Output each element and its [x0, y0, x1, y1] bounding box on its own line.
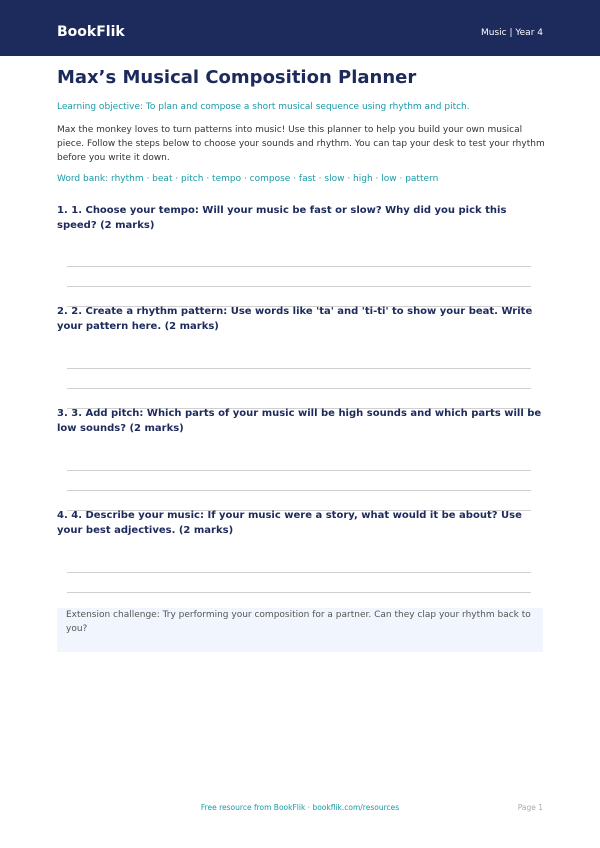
answer-line[interactable] — [67, 490, 531, 491]
question-3 — [57, 406, 543, 436]
extension-text: Extension challenge: Try performing your composition for a partner. Can they clap your rhythm back to you? — [66, 610, 531, 634]
footer-link[interactable]: Free resource from BookFlik · bookflik.com/resources — [200, 803, 400, 812]
learning-objective: Learning objective: To plan and compose a short musical sequence using rhythm and pitch. — [57, 102, 470, 112]
answer-line[interactable] — [67, 286, 531, 287]
page-number: Page 1 — [517, 803, 543, 812]
brand-logo[interactable]: BookFlik — [57, 24, 125, 40]
question-4 — [57, 508, 543, 538]
answer-line[interactable] — [67, 572, 531, 573]
header-bar — [0, 0, 600, 56]
intro-text: Max the monkey loves to turn patterns into music! Use this planner to help you build your own musical piece. Follow the steps below to choose your sounds and rhythm. You can tap your desk to test your rhythm before you write it down. — [57, 125, 545, 163]
question-1-text: 1. 1. Choose your tempo: Will your music be fast or slow? Why did you pick this speed? (2 marks) — [57, 205, 507, 231]
answer-line[interactable] — [67, 470, 531, 471]
question-4-text: 4. 4. Describe your music: If your music were a story, what would it be about? Use your best adjectives. (2 marks) — [57, 510, 522, 536]
word-bank: Word bank: rhythm · beat · pitch · tempo · compose · fast · slow · high · low · pattern — [57, 174, 439, 184]
answer-line[interactable] — [67, 388, 531, 389]
question-2 — [57, 304, 543, 334]
question-2-text: 2. 2. Create a rhythm pattern: Use words like 'ta' and 'ti-ti' to show your beat. Write your pattern here. (2 marks) — [57, 306, 533, 332]
answer-line[interactable] — [67, 368, 531, 369]
subject-label: Music | Year 4 — [480, 28, 543, 38]
extension-box — [57, 608, 543, 652]
page-title: Max’s Musical Composition Planner — [57, 67, 417, 88]
answer-line[interactable] — [67, 592, 531, 593]
question-3-text: 3. 3. Add pitch: Which parts of your music will be high sounds and which parts will be low sounds? (2 marks) — [57, 408, 542, 434]
answer-line[interactable] — [67, 266, 531, 267]
question-1 — [57, 203, 543, 233]
